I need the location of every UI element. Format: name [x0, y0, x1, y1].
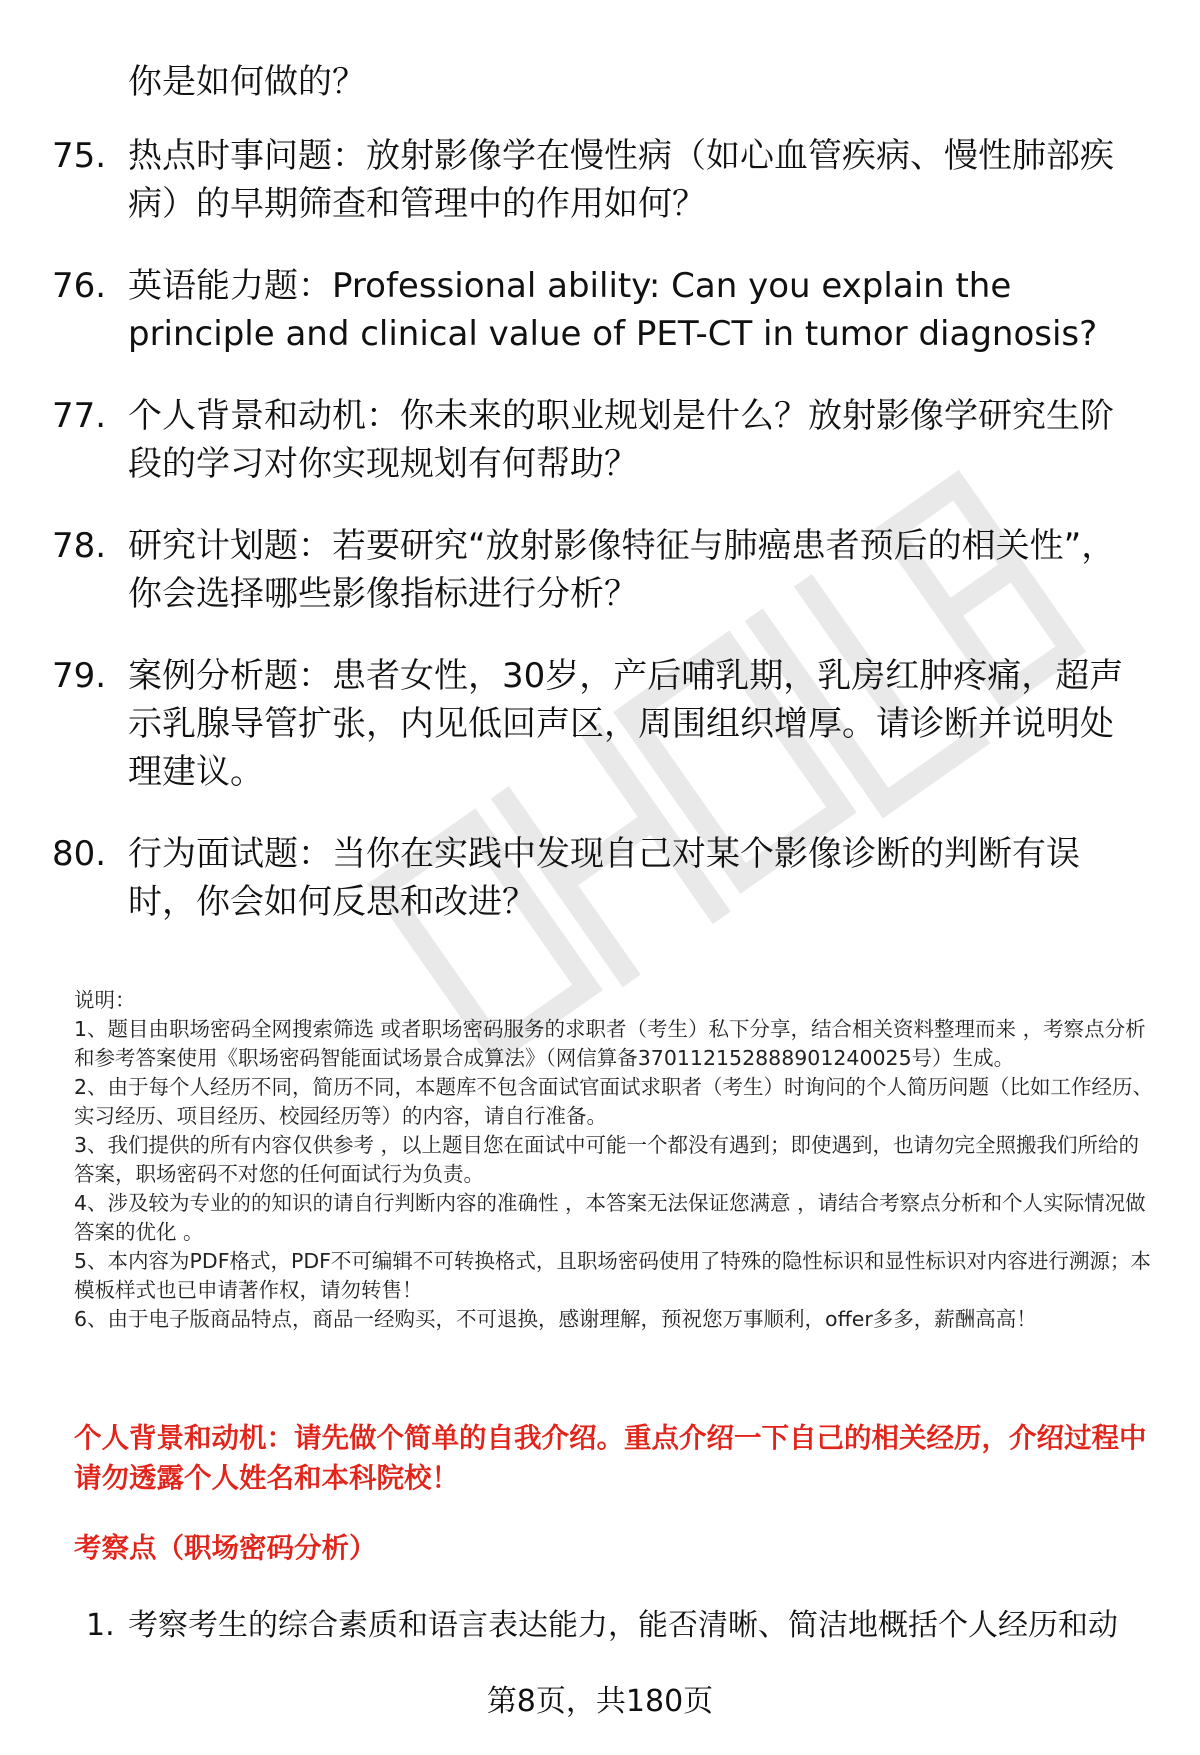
question-text: 英语能力题：Professional ability: Can you explain the principle and clinical value of PET-CT in tumor diagnosis?	[128, 266, 1098, 354]
question-number: 77.	[52, 396, 107, 436]
question-item	[0, 522, 1200, 618]
question-number: 78.	[52, 526, 107, 566]
question-item	[0, 392, 1200, 488]
question-item	[0, 262, 1200, 358]
disclaimer-notes	[74, 986, 1156, 1334]
question-number: 80.	[52, 834, 107, 874]
question-text: 行为面试题：当你在实践中发现自己对某个影像诊断的判断有误时，你会如何反思和改进？	[128, 834, 1080, 922]
question-number: 79.	[52, 656, 107, 696]
note-item: 2、由于每个人经历不同，简历不同，本题库不包含面试官面试求职者（考生）时询问的个人简历问题（比如工作经历、实习经历、项目经历、校园经历等）的内容，请自行准备。	[74, 1075, 1154, 1128]
analysis-heading: 考察点（职场密码分析）	[74, 1532, 377, 1564]
note-item: 4、涉及较为专业的的知识的请自行判断内容的准确性 ，本答案无法保证您满意 ，请结合考察点分析和个人实际情况做答案的优化 。	[74, 1191, 1146, 1244]
question-item	[0, 652, 1200, 796]
question-list	[0, 132, 1200, 960]
notes-title: 说明：	[74, 988, 136, 1012]
question-text: 热点时事问题：放射影像学在慢性病（如心血管疾病、慢性肺部疾病）的早期筛查和管理中的作用如何？	[128, 136, 1114, 224]
question-text: 个人背景和动机：你未来的职业规划是什么？放射影像学研究生阶段的学习对你实现规划有何帮助？	[128, 396, 1114, 484]
note-item: 5、本内容为PDF格式，PDF不可编辑不可转换格式，且职场密码使用了特殊的隐性标识和显性标识对内容进行溯源；本模板样式也已申请著作权，请勿转售！	[74, 1249, 1151, 1302]
note-item: 3、我们提供的所有内容仅供参考 ，以上题目您在面试中可能一个都没有遇到；即使遇到，也请勿完全照搬我们所给的答案，职场密码不对您的任何面试行为负责。	[74, 1133, 1140, 1186]
question-text: 研究计划题：若要研究“放射影像特征与肺癌患者预后的相关性”，你会选择哪些影像指标进行分析？	[128, 526, 1116, 614]
question-continuation: 你是如何做的？	[128, 62, 366, 102]
note-item: 1、题目由职场密码全网搜索筛选 或者职场密码服务的求职者（考生）私下分享，结合相关资料整理而来 ，考察点分析和参考答案使用《职场密码智能面试场景合成算法》（网信算备370112152888901240025号）生成。	[74, 1017, 1146, 1070]
question-text: 案例分析题：患者女性，30岁，产后哺乳期，乳房红肿疼痛，超声示乳腺导管扩张，内见低回声区，周围组织增厚。请诊断并说明处理建议。	[128, 656, 1124, 792]
note-item: 6、由于电子版商品特点，商品一经购买，不可退换，感谢理解，预祝您万事顺利，offer多多，薪酬高高！	[74, 1307, 1037, 1331]
point-text: 考察考生的综合素质和语言表达能力，能否清晰、简洁地概括个人经历和动	[128, 1608, 1118, 1643]
point-number: 1.	[86, 1608, 115, 1643]
question-number: 75.	[52, 136, 107, 176]
highlighted-question: 个人背景和动机：请先做个简单的自我介绍。重点介绍一下自己的相关经历，介绍过程中请勿透露个人姓名和本科院校！	[74, 1422, 1147, 1494]
question-item	[0, 830, 1200, 926]
question-number: 76.	[52, 266, 107, 306]
page-footer: 第8页，共180页	[486, 1684, 714, 1719]
question-item	[0, 132, 1200, 228]
